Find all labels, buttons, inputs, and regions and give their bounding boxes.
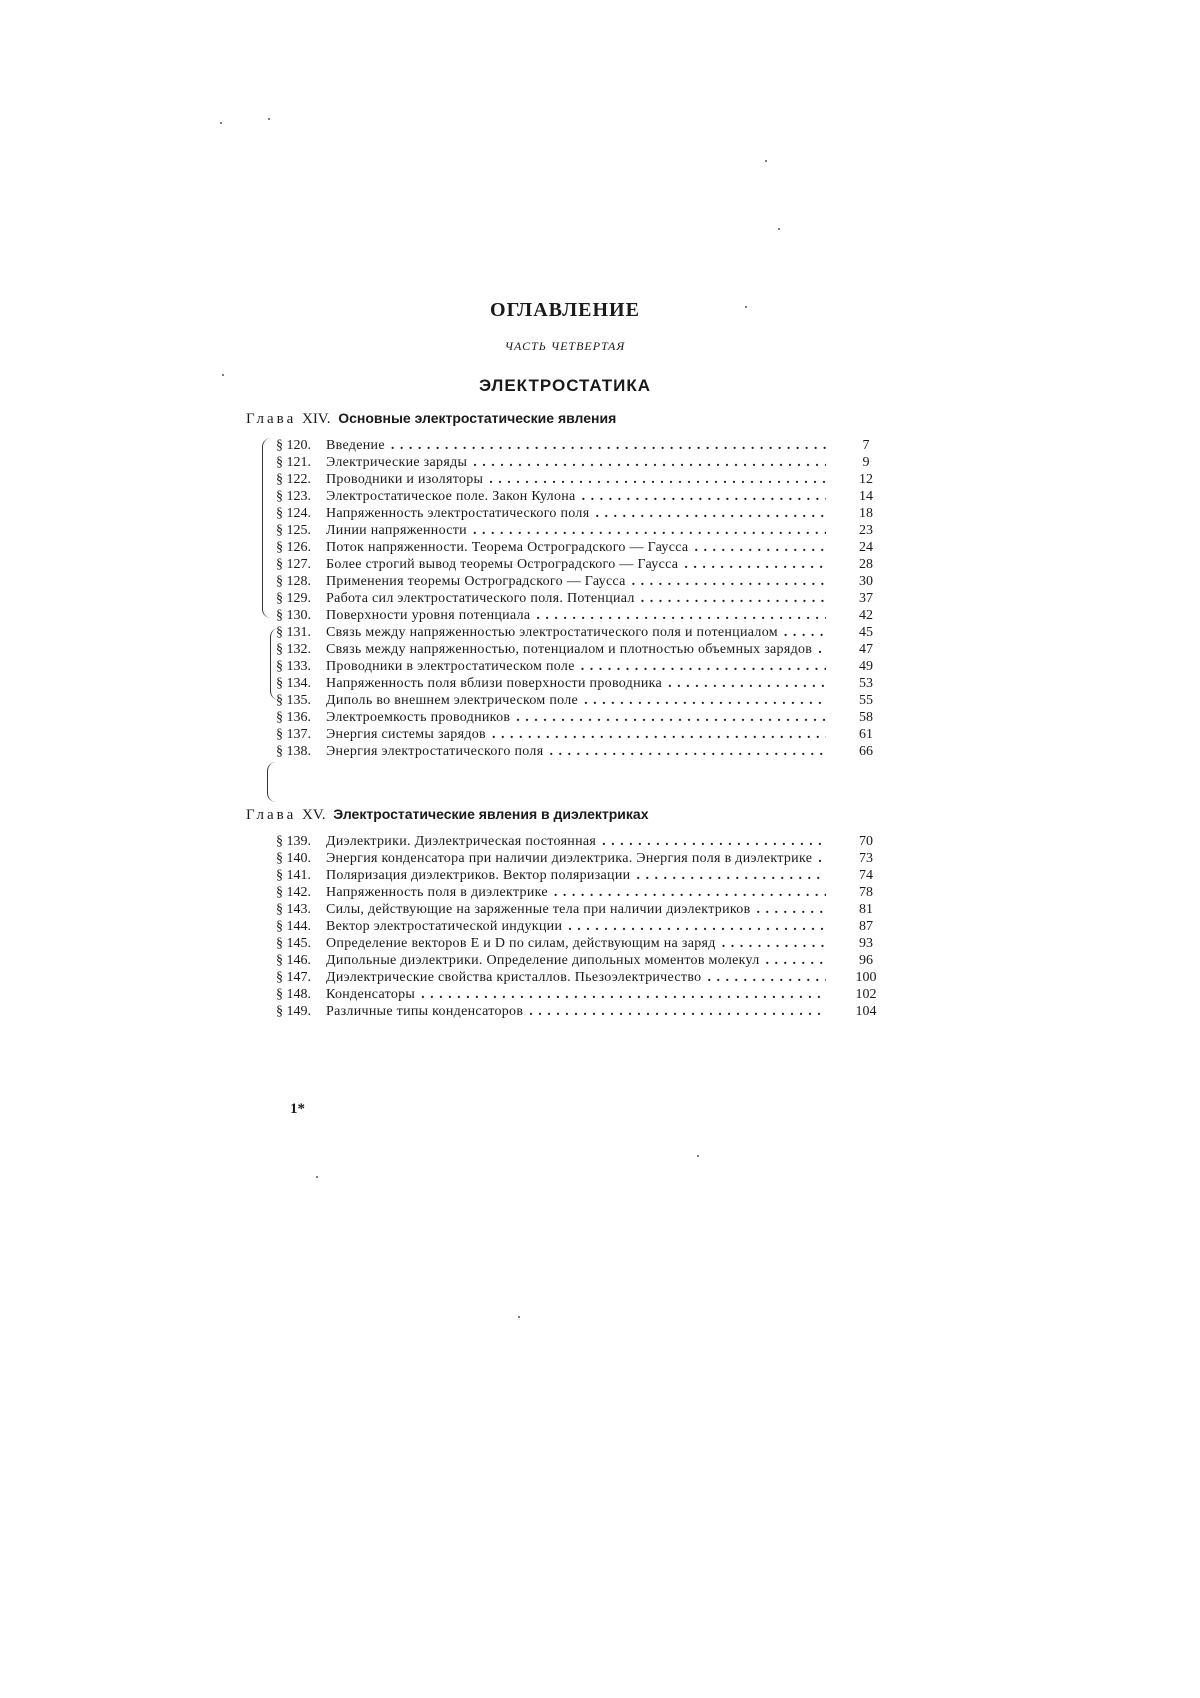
toc-entry-title: Поляризация диэлектриков. Вектор поляризации . . . <box>326 868 826 885</box>
toc-entry-page: 42 <box>859 608 873 623</box>
toc-entry <box>276 659 886 676</box>
toc-entry-title: Вектор электростатической индукции . . . <box>326 919 826 936</box>
toc-entry <box>276 591 886 608</box>
toc-entry-title: Проводники и изоляторы . . . <box>326 472 826 489</box>
toc-entry-title: Диполь во внешнем электрическом поле . . . <box>326 693 826 710</box>
toc-entry-section: § 138. <box>276 744 311 759</box>
toc-entry-section: § 149. <box>276 1004 311 1019</box>
toc-entry-page: 61 <box>859 727 873 742</box>
toc-entry <box>276 710 886 727</box>
toc-entry-page: 87 <box>859 919 873 934</box>
chapter-xv <box>246 806 886 1021</box>
scan-speck <box>518 1316 520 1318</box>
scan-speck <box>220 122 222 124</box>
toc-entry-title: Напряженность электростатического поля . . . <box>326 506 826 523</box>
toc-entry-section: § 126. <box>276 540 311 555</box>
toc-entry-section: § 123. <box>276 489 311 504</box>
toc-entry-page: 66 <box>859 744 873 759</box>
toc-entry-section: § 129. <box>276 591 311 606</box>
toc-entry <box>276 953 886 970</box>
chapter-number: XV. <box>301 807 326 823</box>
toc-entry-page: 102 <box>855 987 877 1002</box>
scan-speck <box>765 160 767 162</box>
toc-entry-title: Энергия электростатического поля . . . <box>326 744 826 761</box>
toc-entry-section: § 136. <box>276 710 311 725</box>
toc-entry-title: Электростатическое поле. Закон Кулона . . . <box>326 489 826 506</box>
toc-entry-page: 53 <box>859 676 873 691</box>
toc-entry <box>276 574 886 591</box>
toc-entry-section: § 127. <box>276 557 311 572</box>
toc-entry-page: 74 <box>859 868 873 883</box>
scan-speck <box>316 1176 318 1178</box>
chapter-title: Электростатические явления в диэлектриках <box>333 806 649 822</box>
toc-entry <box>276 936 886 953</box>
toc-entry-section: § 146. <box>276 953 311 968</box>
toc-entry <box>276 506 886 523</box>
toc-entry <box>276 727 886 744</box>
scan-speck <box>268 118 270 120</box>
toc-entry-title: Энергия конденсатора при наличии диэлектрика. Энергия поля в диэлектрике . . . <box>326 851 826 868</box>
chapter-xiv <box>246 410 886 761</box>
toc-entry-title: Дипольные диэлектрики. Определение дипольных моментов молекул . . . <box>326 953 826 970</box>
toc-entry-section: § 141. <box>276 868 311 883</box>
toc-entry <box>276 625 886 642</box>
toc-entry <box>276 523 886 540</box>
toc-entry-title: Напряженность поля вблизи поверхности проводника . . . <box>326 676 826 693</box>
scan-speck <box>778 228 780 230</box>
toc-entry <box>276 693 886 710</box>
toc-entry-section: § 148. <box>276 987 311 1002</box>
toc-entry-section: § 125. <box>276 523 311 538</box>
toc-entry <box>276 834 886 851</box>
toc-entry-title: Работа сил электростатического поля. Потенциал . . . <box>326 591 826 608</box>
toc-entry-page: 96 <box>859 953 873 968</box>
toc-entry-section: § 140. <box>276 851 311 866</box>
toc-entry-section: § 142. <box>276 885 311 900</box>
toc-entry-section: § 124. <box>276 506 311 521</box>
toc-entry-section: § 128. <box>276 574 311 589</box>
toc-entry-section: § 145. <box>276 936 311 951</box>
toc-entry-section: § 137. <box>276 727 311 742</box>
toc-entry-page: 30 <box>859 574 873 589</box>
toc-entry-page: 37 <box>859 591 873 606</box>
toc-entry <box>276 489 886 506</box>
toc-entry-section: § 120. <box>276 438 311 453</box>
toc-entry <box>276 676 886 693</box>
toc-entry-title: Введение . . . <box>326 438 826 455</box>
toc-entry-page: 100 <box>855 970 877 985</box>
toc-entry-page: 47 <box>859 642 873 657</box>
toc-entry-page: 18 <box>859 506 873 521</box>
toc-entry <box>276 540 886 557</box>
chapter-title: Основные электростатические явления <box>338 410 617 426</box>
toc-entry <box>276 608 886 625</box>
toc-entry-page: 12 <box>859 472 873 487</box>
toc-entry <box>276 868 886 885</box>
toc-entry-page: 58 <box>859 710 873 725</box>
toc-entry-section: § 130. <box>276 608 311 623</box>
toc-entry-section: § 144. <box>276 919 311 934</box>
toc-entry-page: 14 <box>859 489 873 504</box>
part-label: ЧАСТЬ ЧЕТВЕРТАЯ <box>504 339 626 353</box>
toc-entry <box>276 902 886 919</box>
toc-entry <box>276 744 886 761</box>
toc-entry-title: Электрические заряды . . . <box>326 455 826 472</box>
toc-entry-page: 45 <box>859 625 873 640</box>
chapter-heading <box>246 410 886 428</box>
toc-entry-section: § 131. <box>276 625 311 640</box>
toc-entry <box>276 557 886 574</box>
toc-entry-title: Различные типы конденсаторов . . . <box>326 1004 826 1021</box>
toc-entry-page: 7 <box>862 438 870 453</box>
toc-entry-title: Диэлектрические свойства кристаллов. Пьезоэлектричество . . . <box>326 970 826 987</box>
chapter-label: Глава <box>246 807 297 823</box>
toc-entry-page: 93 <box>859 936 873 951</box>
toc-entry <box>276 885 886 902</box>
toc-entry-title: Проводники в электростатическом поле . . . <box>326 659 826 676</box>
toc-entry-section: § 132. <box>276 642 311 657</box>
toc-entry <box>276 472 886 489</box>
toc-entry-title: Напряженность поля в диэлектрике . . . <box>326 885 826 902</box>
toc-entry-title: Электроемкость проводников . . . <box>326 710 826 727</box>
toc-entry <box>276 455 886 472</box>
toc-entry-title: Связь между напряженностью электростатического поля и потенциалом . . . <box>326 625 826 642</box>
toc-entry <box>276 970 886 987</box>
toc-entry-title: Энергия системы зарядов . . . <box>326 727 826 744</box>
toc-entry <box>276 851 886 868</box>
toc-entry-page: 73 <box>859 851 873 866</box>
signature-mark: 1* <box>290 1101 305 1117</box>
toc-entry-title: Линии напряженности . . . <box>326 523 826 540</box>
toc-entry-page: 104 <box>855 1004 877 1019</box>
toc-entry-page: 78 <box>859 885 873 900</box>
toc-list <box>246 438 886 761</box>
toc-list <box>246 834 886 1021</box>
toc-entry-title: Силы, действующие на заряженные тела при наличии диэлектриков . . . <box>326 902 826 919</box>
chapter-label: Глава <box>246 411 297 427</box>
toc-entry-page: 9 <box>862 455 870 470</box>
toc-entry <box>276 438 886 455</box>
toc-entry-section: § 122. <box>276 472 311 487</box>
toc-entry <box>276 919 886 936</box>
scan-speck <box>697 1155 699 1157</box>
toc-entry-page: 24 <box>859 540 873 555</box>
toc-entry-page: 28 <box>859 557 873 572</box>
toc-entry-page: 70 <box>859 834 873 849</box>
toc-entry-title: Определение векторов E и D по силам, действующим на заряд . . . <box>326 936 826 953</box>
toc-entry-title: Более строгий вывод теоремы Остроградского — Гаусса . . . <box>326 557 826 574</box>
toc-entry <box>276 1004 886 1021</box>
toc-entry-page: 81 <box>859 902 873 917</box>
toc-entry-section: § 134. <box>276 676 311 691</box>
toc-entry-page: 23 <box>859 523 873 538</box>
toc-entry-section: § 121. <box>276 455 311 470</box>
toc-entry-page: 49 <box>859 659 873 674</box>
toc-entry-section: § 135. <box>276 693 311 708</box>
toc-entry <box>276 642 886 659</box>
part-title: ЭЛЕКТРОСТАТИКА <box>478 376 652 396</box>
pencil-bracket-mark <box>267 762 276 802</box>
toc-entry-section: § 147. <box>276 970 311 985</box>
toc-entry-title: Применения теоремы Остроградского — Гаусса . . . <box>326 574 826 591</box>
toc-entry <box>276 987 886 1004</box>
toc-entry-section: § 133. <box>276 659 311 674</box>
toc-entry-section: § 143. <box>276 902 311 917</box>
chapter-heading <box>246 806 886 824</box>
toc-entry-title: Поток напряженности. Теорема Остроградского — Гаусса . . . <box>326 540 826 557</box>
page-title: ОГЛАВЛЕНИЕ <box>490 299 640 322</box>
toc-entry-title: Связь между напряженностью, потенциалом и плотностью объемных зарядов . . . <box>326 642 826 659</box>
chapter-number: XIV. <box>301 411 331 427</box>
toc-entry-title: Диэлектрики. Диэлектрическая постоянная . . . <box>326 834 826 851</box>
toc-entry-title: Поверхности уровня потенциала . . . <box>326 608 826 625</box>
toc-entry-page: 55 <box>859 693 873 708</box>
toc-entry-title: Конденсаторы . . . <box>326 987 826 1004</box>
toc-entry-section: § 139. <box>276 834 311 849</box>
